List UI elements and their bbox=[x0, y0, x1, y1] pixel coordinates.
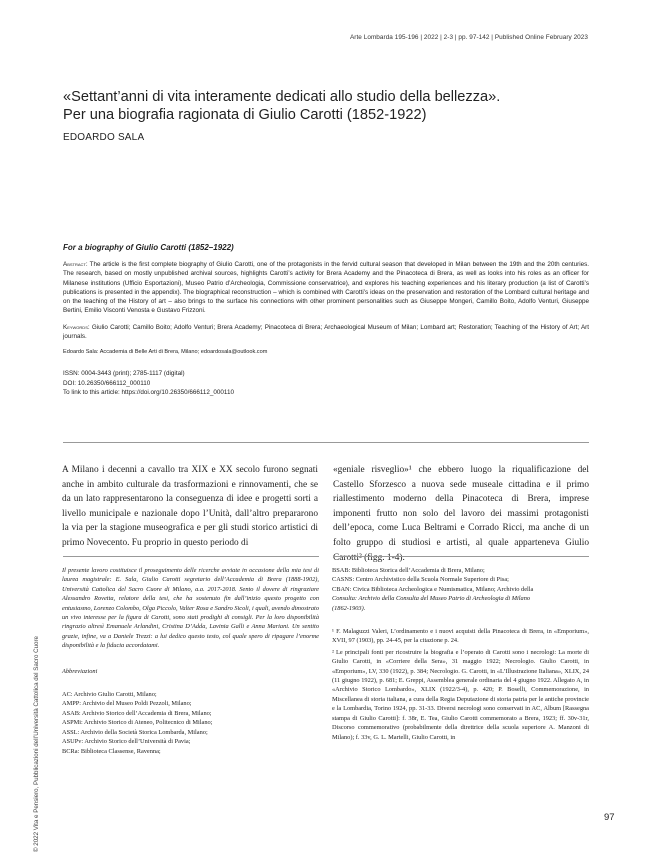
footnote-2: ² Le principali fonti per ricostruire la biografia e l’operato di Carotti sono i necrologi: La morte di Giulio Carotti, in «Corriere della Sera», 31 maggio 1922; Necrologio. Giulio Carotti, in «Emporium», LV, 330 (1922), p. 384; Necrologio. G. Carotti, in «L’Illustrazione Italiana», XLIX, 24 (11 giugno 1922), p. 681; E. Greppi, Assemblea generale ordinaria del 4 giugno 1922. Allegato A, in «Archivio Storico Lombardo», XLIX (1922/3-4), p. 420; P. Boselli, Commemorazione, in Miscellanea di storia italiana, a cura della Regia Deputazione di storia patria per le antiche provincie e la Lombardia, Torino 1924, pp. 31-33. Diversi necrologi sono conservati in AC, Album [Rassegna stampa di Giulio Carotti]: f. 38r, E. Tea, Giulio Carotti commemorato a Brera, 1923; ff. 30v-31r, Discorso commemorativo (probabilmente della direttrice della scuola superiore A. Manzoni di Milano); f. 33v, G. L. Martelli, Giulio Carotti, in bbox=[332, 648, 589, 741]
abbreviations-list-left bbox=[62, 690, 319, 756]
article-title-block bbox=[63, 88, 593, 143]
list-item: AMPP: Archivio del Museo Poldi Pezzoli, Milano; bbox=[62, 700, 192, 708]
list-item: CASNS: Centro Archivistico della Scuola Normale Superiore di Pisa; bbox=[332, 576, 509, 584]
copyright-vertical: © 2022 Vita e Pensiero, Pubblicazioni dell’Università Cattolica del Sacro Cuore bbox=[33, 636, 40, 852]
doi: DOI: 10.26350/666112_000110 bbox=[63, 379, 151, 387]
footnotes-right bbox=[332, 566, 589, 744]
divider-top bbox=[63, 442, 589, 443]
keywords-label: Keywords: bbox=[63, 323, 90, 331]
list-item: ASSL: Archivio della Società Storica Lombarda, Milano; bbox=[62, 728, 208, 736]
footnote-divider-right bbox=[333, 556, 589, 557]
abbreviations-list-right bbox=[332, 566, 589, 613]
journal-header: Arte Lombarda 195-196 | 2022 | 2-3 | pp. 97-142 | Published Online February 2023 bbox=[349, 34, 588, 41]
list-item: AC: Archivio Giulio Carotti, Milano; bbox=[62, 691, 157, 699]
doi-link[interactable]: To link to this article: https://doi.org/10.26350/666112_000110 bbox=[63, 388, 234, 396]
body-text-right: «geniale risveglio»¹ che ebbero luogo la riqualificazione del Castello Sforzesco a nuova sede museale cittadina e il primo riallestimento moderno della Pinacoteca di Brera, imprese imponenti frutto non solo del lavoro dei massimi protagonisti dell’epoca, come Luca Beltrami e Corrado Ricci, ma anche di un folto gruppo di studiosi e artisti, al quale apparteneva Giulio Carotti² (figg. 1-4). bbox=[333, 465, 589, 563]
english-title: For a biography of Giulio Carotti (1852–1922) bbox=[63, 243, 234, 252]
list-item: CBAN: Civica Biblioteca Archeologica e Numismatica, Milano; Archivio della bbox=[332, 585, 534, 593]
author-affiliation: Edoardo Sala: Accademia di Belle Arti di Brera, Milano; edoardosala@outlook.com bbox=[63, 349, 268, 356]
footnote-1: ¹ F. Malaguzzi Valeri, L’ordinamento e i nuovi acquisti della Pinacoteca di Brera, in «Emporium», XVII, 97 (1903), pp. 24-45, per la citazione p. 24. bbox=[332, 628, 589, 645]
keywords-text: Giulio Carotti; Camillo Boito; Adolfo Venturi; Brera Academy; Pinacoteca di Brera; Archaeological Museum of Milan; Lombard art; Restoration; Teaching of the History of Art; Art journals. bbox=[63, 323, 589, 341]
acknowledgment-note: Il presente lavoro costituisce il proseguimento delle ricerche avviate in occasione della mia tesi di laurea magistrale: E. Sala, Giulio Carotti segretario dell’Accademia di Brera (1888-1902), Università Cattolica del Sacro Cuore di Milano, a.a. 2017-2018. Sento il dovere di ringraziare Alessandro Rovetta, relatore della tesi, che ha sostenuto fin dall’inizio questo progetto con entusiasmo, Lorenzo Colombo, Olga Piccolo, Valter Rosa e Sandro Sicoli, i quali, avendo dimostrato un vivo interesse per la figura di Carotti, sono stati prodighi di consigli. Per la loro disponibilità ringrazio altresì Emanuele Arlandini, Cristina D’Adda, Lavinia Galli e Anna Mariani. Un sentito grazie, infine, va a Daniele Trezzi: a lui dedico questo testo, col quale spero di ripagare l’enorme disponibilità e la fiducia accordatami. bbox=[62, 567, 319, 650]
abstract bbox=[63, 260, 589, 316]
footnote-divider-left bbox=[63, 556, 319, 557]
abbreviations-heading: Abbreviazioni bbox=[62, 667, 98, 675]
list-item: (1862-1903). bbox=[332, 604, 366, 612]
list-item: ASAB: Archivio Storico dell’Accademia di Brera, Milano; bbox=[62, 709, 212, 717]
abstract-text: The article is the first complete biography of Giulio Carotti, one of the protagonists in the fervid cultural season that developed in Milan between the 19th and the 20th centuries. The research, based on mostly unpublished archival sources, highlights Carotti’s activity for Brera Academy and the Pinacoteca di Brera, as well as looks into his roles as an officer for Milanese institutions (Ufficio Esportazioni), Museo Patrio d’Archeologia, Commissione conservatrice), and explores his teaching experiences and his literary production (a list of Carotti’s publications is presented in the appendix). The biographical reconstruction – which is combined with Carotti’s ideas on the preservation and restoration of the Lombard cultural heritage and on the teaching of the History of art – also brings to the surface his connections with other prominent personalities such as Giuseppe Mongeri, Camillo Boito, Adolfo Venturi, Giuseppe Bertini, Emilio Visconti Venosta e Gustavo Frizzoni. bbox=[63, 261, 590, 315]
list-item: BSAB: Biblioteca Storica dell’Accademia di Brera, Milano; bbox=[332, 567, 485, 574]
list-item: ASPMi: Archivio Storico di Ateneo, Politecnico di Milano; bbox=[62, 719, 213, 727]
list-item: Consulta: Archivio della Consulta del Museo Patrio di Archeologia di Milano bbox=[332, 595, 531, 603]
issn: ISSN: 0004-3443 (print); 2785-1117 (digital) bbox=[63, 370, 185, 378]
page-number: 97 bbox=[604, 812, 615, 823]
body-text-left: A Milano i decenni a cavallo tra XIX e XX secolo furono segnati anche in ambito culturale da trasformazioni e rinnovamenti, che se da un lato rappresentarono la conseguenza di idee e progetti sorti a livello municipale e nazionale dopo l’Unità, dall’altro prepararono la via per la stagione museografica e per gli studi storico artistici di primo Novecento. Fu proprio in questo periodo di bbox=[62, 465, 318, 548]
list-item: ASUPv: Archivio Storico dell’Università di Pavia; bbox=[62, 738, 191, 746]
list-item: BCRa: Biblioteca Classense, Ravenna; bbox=[62, 747, 161, 755]
article-title-line-1: «Settant’anni di vita interamente dedicati allo studio della bellezza». bbox=[63, 89, 501, 105]
identifiers bbox=[63, 369, 589, 397]
abstract-label: Abstract: bbox=[63, 261, 88, 268]
numbered-notes bbox=[332, 627, 589, 742]
article-author: EDOARDO SALA bbox=[63, 132, 145, 143]
article-title-line-2: Per una biografia ragionata di Giulio Carotti (1852-1922) bbox=[63, 107, 427, 123]
english-summary bbox=[63, 243, 589, 397]
footnotes-left bbox=[62, 566, 319, 756]
keywords bbox=[63, 323, 589, 342]
